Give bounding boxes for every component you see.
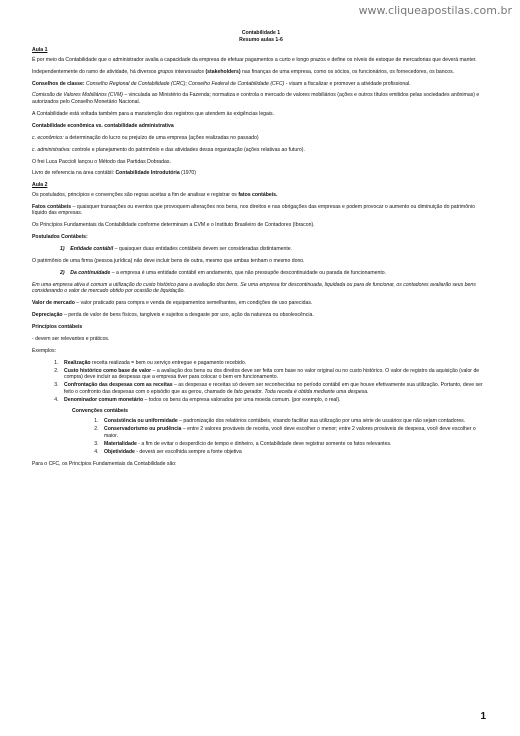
exemplos-label: Exemplos: (32, 347, 56, 354)
document-page (32, 30, 490, 473)
aula1-p2: Independentemente do ramo de atividade, há diversos grupos interessados (stakeholders) nas finanças de uma empresa, como os sócios, os funcionários, os fornecedores, os bancos. (32, 68, 455, 75)
page-number: 1 (480, 711, 486, 722)
aula1-p3: Conselhos de classe: Conselho Regional de Contabilidade (CRC); Conselho Federal de Contabilidade (CFC) - visam a fiscalizar e promover a atividade profissional. (32, 80, 411, 87)
convencoes-heading: Convenções contábeis (72, 407, 128, 414)
aula2-p2: Fatos contábeis – quaisquer transações ou eventos que provoquem alterações nos bens, nos direitos e nas obrigações das empresas e podem provocar o aumento ou diminuição do patrimônio líquido das empresas. (32, 203, 475, 217)
convencoes-list (32, 418, 490, 455)
aula2-heading: Aula 2 (32, 182, 48, 189)
depreciacao: Depreciação – perda de valor de bens físicos, tangíveis e sujeitos a desgaste por uso, ação da natureza ou obsolescência. (32, 312, 314, 319)
watermark: www.cliqueapostilas.com.br (358, 4, 512, 17)
principios-list (32, 360, 490, 404)
list-item: 4. Denominador comum monetário – todos os bens da empresa valorados por uma moeda comum. (por exemplo, o real). (60, 397, 490, 404)
aula1-p9: O frei Luca Paccioli lançou o Método das Partidas Dobradas. (32, 158, 171, 165)
list-item: 1. Consistência ou uniformidade – padronização dos relatórios contábeis, visando facilitar sua utilização por uma série de usuários que não sejam contadores. (100, 418, 490, 425)
doc-subtitle: Resumo aulas 1-6 (239, 36, 283, 43)
principios-heading: Princípios contábeis (32, 323, 83, 330)
list-item: 1. Realização receita realizada = bem ou serviço entregue e pagamento recebido. (60, 360, 490, 367)
final-line: Para o CFC, os Princípios Fundamentais da Contabilidade são: (32, 460, 177, 467)
aula1-heading: Aula 1 (32, 47, 48, 54)
aula1-p7: c. econômico: a determinação do lucro ou prejuízo de uma empresa (ações realizadas no passado) (32, 134, 259, 141)
aula1-p5: A Contabilidade está voltada também para a manutenção dos registros que atendem às exigências legais. (32, 110, 275, 117)
postulado-1: 1) Entidade contábil – quaisquer duas entidades contábeis devem ser consideradas distintamente. (60, 246, 293, 253)
aula1-p10: Livro de referencia na área contábil: Contabilidade Introdutória (1970) (32, 170, 197, 177)
postulados-heading: Postulados Contábeis: (32, 234, 88, 241)
postulado-2: 2) Da continuidade – a empresa é uma entidade contábil em andamento, que não pressupõe descontinuidade ou parada de funcionamento. (60, 269, 387, 276)
aula1-p6: Contabilidade econômica vs. contabilidade administrativa (32, 122, 174, 129)
aula1-p4: Comissão de Valores Mobiliários (CVM) – vinculada ao Ministério da Fazenda; normatiza e controla o mercado de valores mobiliários (ações e outros títulos emitidos pelas sociedades anônimas) e autorizados pelo Conselho Monetário Nacional. (32, 92, 480, 106)
valor-mercado: Valor de mercado – valor praticado para compra e venda de equipamentos semelhantes, em condições de uso parecidas. (32, 300, 313, 307)
list-item: 2. Custo histórico como base de valor – a avaliação dos bens ou dos direitos deve ser feita com base no valor original ou no custo histórico. O valor de registro da aquisição (valor de compra) deve incluir as despesas que a empresa tiver para colocar o bem em funcionamento. (60, 368, 490, 381)
principios-line: - devem ser relevantes e práticos. (32, 335, 110, 342)
aula2-p1: Os postulados, princípios e convenções são regras aceitas a fim de analisar e registrar os fatos contábeis. (32, 191, 278, 198)
aula1-p1: É por meio da Contabilidade que o administrador avalia a capacidade da empresa de efetuar pagamentos a curto e longo prazos e define os níveis de estoque de mercadorias que deverá manter. (32, 56, 477, 63)
list-item: 3. Materialidade - a fim de evitar o desperdício de tempo e dinheiro, a Contabilidade deve registrar somente os fatos relevantes. (100, 441, 490, 448)
aula2-p3: Os Princípios Fundamentais da Contabilidade conforme determinam a CVM e o Instituto Brasileiro de Contadores (Ibracon). (32, 222, 315, 229)
list-item: 3. Confrontação das despesas com as receitas – as despesas e receitas só devem ser reconhecidas no período contábil em que houve efetivamente sua utilização. Portanto, deve ser feito o confronto das despesas com o episódio que as gerou, chamado de fato gerador. Toda receita é obtida mediante uma despesa. (60, 382, 490, 395)
postulado-2-note: Em uma empresa ativa é comum a utilização do custo histórico para a avaliação dos bens. Se uma empresa for descontinuada, liquidada ou para de funcionar, os contadores avaliarão seus bens considerando o valor de mercado obtido por ocasião de liquidação. (32, 281, 476, 295)
doc-title: Contabilidade 1 (241, 30, 281, 36)
aula1-p8: c. administrativa: controle e planejamento do patrimônio e das atividades dessa organização (ações relativas ao futuro). (32, 146, 305, 153)
list-item: 2. Conservadorismo ou prudência – entre 2 valores prováveis de receita, você deve escolher o menor; entre 2 valores prováveis de despesa, você deve escolher o maior. (100, 426, 490, 439)
postulado-1-note: O patrimônio de uma firma (pessoa jurídica) não deve incluir bens de outra, mesmo que ambas tenham o mesmo dono. (32, 257, 305, 264)
list-item: 4. Objetividade - deverá ser escolhida sempre a fonte objetiva (100, 449, 490, 456)
